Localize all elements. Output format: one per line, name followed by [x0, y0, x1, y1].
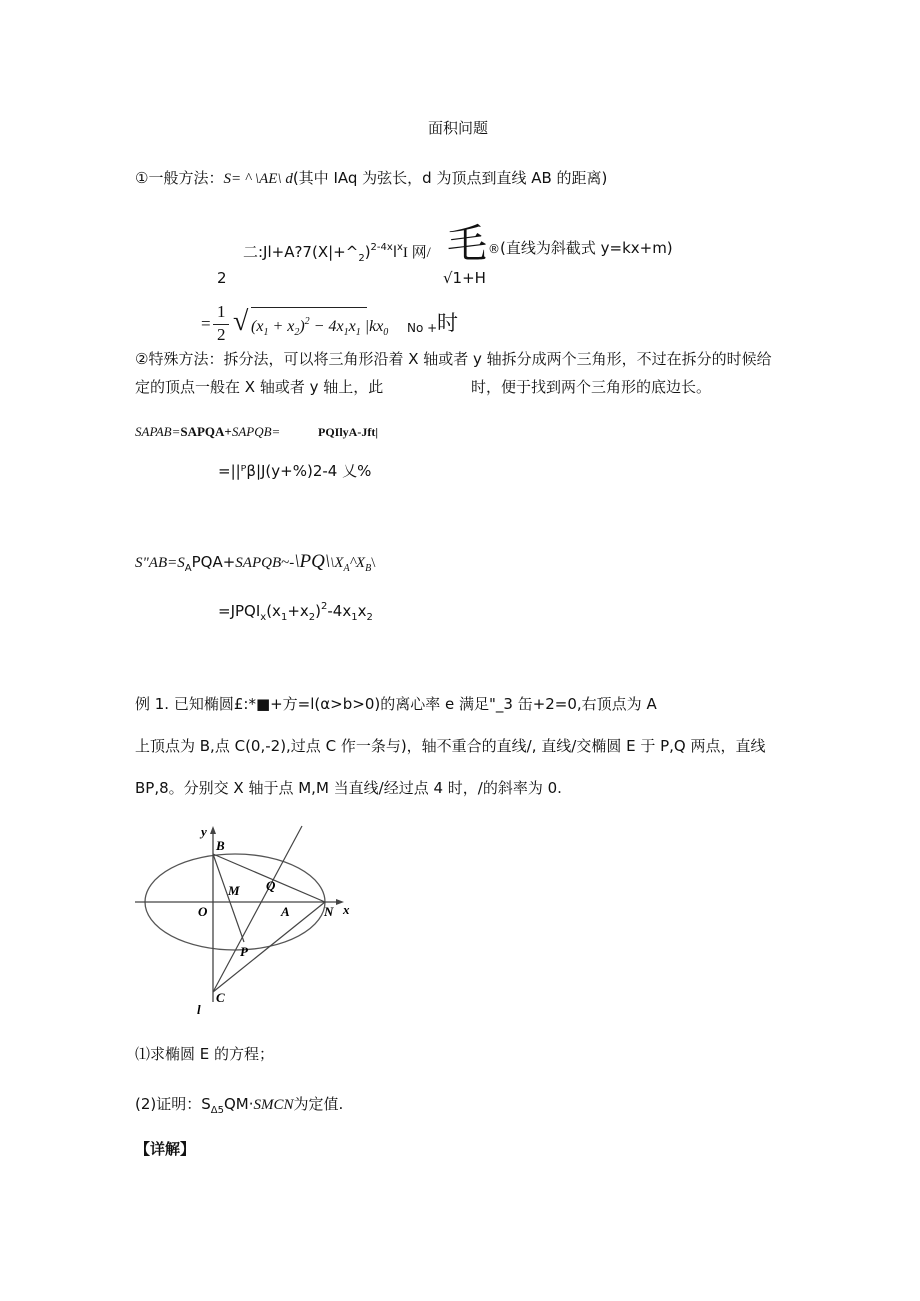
formula3-pow: )	[299, 318, 305, 335]
formula3-fraction	[213, 302, 231, 348]
formula2-mark: ®	[488, 242, 500, 256]
split1-d: PQIlyA-Jft|	[318, 425, 378, 439]
formula2-sub: 2	[358, 253, 365, 264]
formula2-sup: 2-4x	[370, 242, 393, 253]
label-Q: Q	[266, 878, 276, 893]
line-BP	[213, 854, 244, 942]
split2-g: ^X	[349, 555, 366, 571]
split2-result-p: 2	[321, 601, 328, 612]
method1-prefix: ①一般方法：	[135, 169, 224, 187]
formula2-tail: I 网/	[402, 245, 431, 261]
label-O: O	[198, 904, 208, 919]
label-y: y	[201, 824, 207, 839]
question-2-a: (2)证明：S	[135, 1095, 211, 1113]
split2-result-f: -4x	[327, 602, 352, 620]
split1-result: =||ᴾβ|J(y+%)2-4 乂%	[218, 462, 372, 480]
formula3-s3: 1	[343, 327, 349, 338]
example-line1: 例 1. 已知椭圆£:*■+方=l(α>b>0)的离心率 e 满足"_3 缶+2=0,右顶点为 A	[135, 695, 657, 713]
split2-b: PQA+	[191, 553, 236, 571]
split2-f: \X	[330, 555, 344, 571]
formula2-big-char: 毛	[447, 221, 487, 267]
formula3-s1: 1	[263, 327, 269, 338]
formula3-den: 2	[217, 325, 226, 344]
formula2-line	[243, 238, 431, 269]
page-title: 面积问题	[428, 119, 489, 137]
method2-line2b: 时，便于找到两个三角形的底边长。	[471, 378, 712, 396]
split2-result-d: +x	[287, 602, 309, 620]
formula2-note-line	[488, 238, 673, 259]
label-N: N	[324, 904, 334, 919]
formula3-plus: + x	[268, 318, 295, 335]
split2-e: \PQ\	[294, 551, 331, 572]
formula2-mid: l	[392, 243, 397, 261]
line-CN	[213, 902, 325, 992]
formula3-body	[251, 312, 388, 343]
split2-result-s2: 2	[308, 612, 316, 623]
split2-d: ~-	[281, 555, 295, 571]
formula3-minus: − 4x	[309, 318, 344, 335]
label-M: M	[228, 883, 240, 898]
label-P: P	[240, 944, 248, 959]
formula3-s2: 2	[294, 327, 300, 338]
split2-line	[135, 552, 375, 579]
label-C: C	[216, 990, 225, 1005]
formula3-s5: 0	[383, 327, 389, 338]
split2-result-c: (x	[266, 602, 281, 620]
formula3-no: No +	[407, 321, 438, 335]
formula2-close: )	[364, 243, 371, 261]
formula2-sup2: x	[396, 242, 403, 253]
method1-formula: S= ^ \AE\ d	[223, 171, 293, 187]
question-2-d: 为定值.	[293, 1095, 344, 1113]
ellipse-figure	[130, 820, 370, 1020]
question-1: ⑴求椭圆 E 的方程；	[135, 1045, 275, 1063]
split2-a: S"AB=S	[135, 555, 185, 571]
split2-gs: B	[365, 563, 372, 574]
formula2-den-right: √1+H	[443, 269, 486, 287]
formula3-radical: √	[233, 306, 249, 337]
formula3-num: 1	[217, 302, 226, 321]
formula2-note: (直线为斜截式 y=kx+m)	[500, 239, 673, 257]
split2-result-g: x	[357, 602, 367, 620]
split1-c: SAPQB=	[231, 424, 281, 439]
label-A: A	[281, 904, 290, 919]
method1-line	[135, 168, 607, 189]
formula3-radical-bar	[251, 307, 367, 308]
formula3-abs: |kx	[360, 318, 384, 335]
label-B: B	[216, 838, 225, 853]
method1-suffix: (其中 IAq 为弦长，d 为顶点到直线 AB 的距离)	[292, 169, 608, 187]
split1-line	[135, 422, 280, 442]
split2-result-s3: 1	[351, 612, 358, 623]
formula3-body-a: (x	[251, 318, 264, 335]
y-axis-arrow-icon	[210, 826, 216, 834]
formula3-shi: 时	[437, 311, 458, 335]
split2-c: SAPQB	[235, 555, 282, 571]
split2-result-e: )	[315, 602, 321, 620]
split2-fs: A	[343, 563, 350, 574]
question-2-b: QM·	[223, 1095, 254, 1113]
label-l: l	[197, 1002, 201, 1017]
question-2-sub: Δ5	[210, 1105, 224, 1116]
formula2-den-left: 2	[217, 269, 227, 287]
example-line3: BP,8。分别交 X 轴于点 M,M 当直线/经过点 4 时，/的斜率为 0.	[135, 779, 562, 797]
split2-result-a: =JPQI	[218, 602, 261, 620]
question-2-c: SMCN	[253, 1097, 294, 1113]
answer-heading: 【详解】	[135, 1140, 196, 1158]
method2-line2a: 定的顶点一般在 X 轴或者 y 轴上，此	[135, 378, 384, 396]
split2-result-s4: 2	[366, 612, 373, 623]
formula3-x: x	[348, 318, 356, 335]
split2-result-b: x	[260, 612, 267, 623]
label-x: x	[343, 902, 350, 917]
formula2-lead: 二:Jl+A?7(X|+^	[243, 243, 359, 261]
formula3-eq: =	[201, 314, 211, 333]
split2-result	[218, 597, 373, 628]
split1-b: SAPQA+	[180, 424, 232, 439]
question-2	[135, 1094, 343, 1121]
method2-line1: ②特殊方法：拆分法，可以将三角形沿着 X 轴或者 y 轴拆分成两个三角形，不过在拆分的时候给	[135, 350, 772, 368]
split2-result-s1: 1	[280, 612, 288, 623]
split2-sub: A	[184, 563, 192, 574]
example-line2: 上顶点为 B,点 C(0,-2),过点 C 作一条与)，轴不重合的直线/, 直线/交椭圆 E 于 P,Q 两点，直线	[135, 737, 766, 755]
split1-a: SAPAB=	[135, 424, 181, 439]
split2-h: \	[371, 555, 376, 571]
formula3-p2: 2	[304, 316, 310, 327]
formula3-s4: 1	[355, 327, 361, 338]
